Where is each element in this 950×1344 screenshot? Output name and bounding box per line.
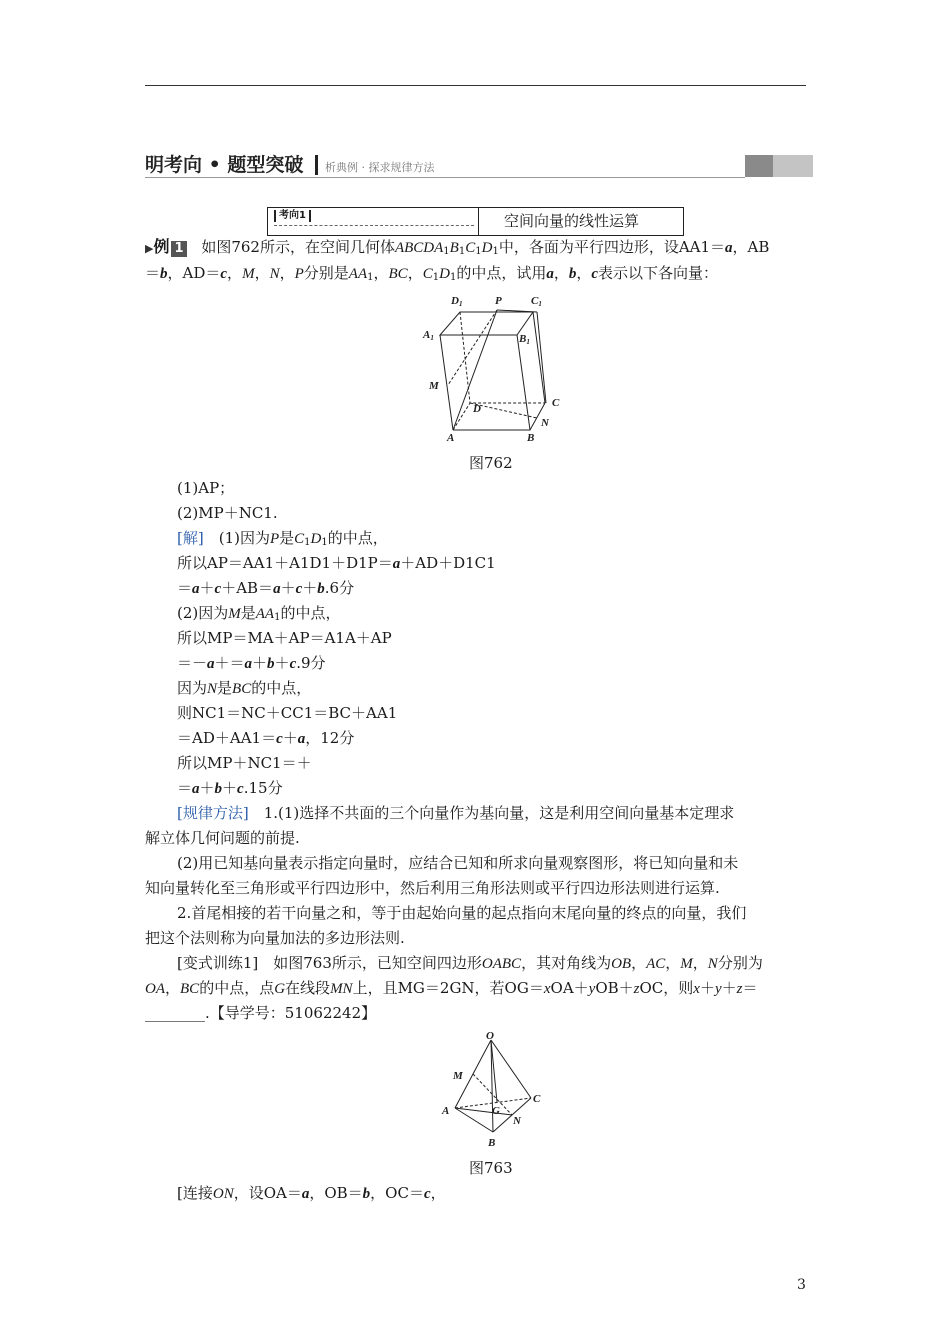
label-B: B [527,432,535,444]
exercise-block [145,952,815,1032]
section-subtitle: 析典例 · 探求规律方法 [325,161,435,174]
topic-tag: 考向1 [274,210,311,222]
example-line-2: ＝b，AD＝c，M，N，P分别是$AA_1$，BC，$C_1D_1$的中点，试用a，b，c表示以下各向量： [145,264,719,283]
question-1: (1)AP； [177,479,235,497]
method-line-1: [规律方法] 1.(1)选择不共面的三个向量作为基向量，这是利用空间向量基本定理求 [177,804,735,822]
header-underline [145,177,745,178]
topic-title: 空间向量的线性运算 [504,212,640,230]
label-M-763: M [453,1070,463,1082]
header-bar-dark [745,155,773,177]
method-line-2: 解立体几何问题的前提. [145,829,300,847]
example-line-1: ▶例 1 如图762所示，在空间几何体$ABCDA_1B_1C_1D_1$中，各面为平行四边形，设AA1＝a，AB [145,236,769,263]
label-B1: B1 [519,333,530,346]
label-P: P [495,295,502,307]
section-header [145,153,813,179]
example-arrow-icon: ▶ [145,242,154,255]
label-B-763: B [488,1137,496,1149]
solution-line-3: ＝a＋c＋AB＝a＋c＋b.6分 [177,579,355,597]
topic-separator [478,208,479,235]
solution-line-9: ＝AD＋AA1＝c＋a，12分 [177,729,355,747]
top-rule [145,85,806,86]
solution-line-4: (2)因为M是$AA_1$的中点， [177,604,341,623]
label-C: C [552,397,560,409]
method-tag: [规律方法] [177,804,249,822]
label-A1: A1 [423,329,434,342]
section-title: 明考向 • 题型突破 [145,154,304,176]
label-C-763: C [533,1093,541,1105]
exercise-line-1: [变式训练1] 如图763所示，已知空间四边形OABC，其对角线为OB，AC，M，N分别为 [177,954,763,972]
label-D1: D1 [451,295,463,308]
solution-line-7: 因为N是BC的中点， [177,679,312,697]
solution-line-11: ＝a＋b＋c.15分 [177,779,283,797]
example-block [145,236,815,286]
topic-dash [274,225,474,226]
method-line-4: 知向量转化至三角形或平行四边形中，然后利用三角形法则或平行四边形法则进行运算. [145,879,720,897]
label-N: N [541,417,549,429]
label-A-763: A [442,1105,450,1117]
exercise-line-2: OA，BC的中点，点G在线段MN上，且MG＝2GN，若OG＝xOA＋yOB＋zOC，则x＋y＋z＝ [145,979,758,997]
solution-line-8: 则NC1＝NC＋CC1＝BC＋AA1 [177,704,398,722]
method-line-6: 把这个法则称为向量加法的多边形法则. [145,929,405,947]
label-A: A [447,432,455,444]
question-2: (2)MP＋NC1. [177,504,278,522]
label-M: M [429,380,439,392]
solution-tag: [解] [177,529,204,547]
topic-box [267,207,684,236]
solution-line-1: [解] (1)因为P是$C_1D_1$的中点， [177,529,388,548]
label-G-763: G [492,1105,500,1117]
method-block [145,802,815,952]
figure-762 [415,290,575,450]
label-O: O [486,1030,494,1042]
example-badge: ▶例 1 [145,236,187,260]
solution-line-2: 所以AP＝AA1＋A1D1＋D1P＝a＋AD＋D1C1 [177,554,496,572]
solution-block [177,477,797,797]
label-N-763: N [513,1115,521,1127]
label-C1: C1 [531,295,542,308]
solution-line-5: 所以MP＝MA＋AP＝A1A＋AP [177,629,392,647]
figure-763 [435,1030,555,1155]
header-bar-light [773,155,813,177]
section-divider [315,155,318,175]
label-D: D [473,403,481,415]
final-line: [连接ON，设OA＝a，OB＝b，OC＝c， [177,1184,446,1202]
method-line-5: 2.首尾相接的若干向量之和，等于由起始向量的起点指向末尾向量的终点的向量，我们 [177,904,747,922]
figure-762-caption: 图762 [469,454,513,472]
method-line-3: (2)用已知基向量表示指定向量时，应结合已知和所求向量观察图形，将已知向量和未 [177,854,739,872]
exercise-line-3: ________.【导学号：51062242】 [145,1004,377,1022]
page-number: 3 [797,1277,806,1293]
solution-line-10: 所以MP＋NC1＝＋ [177,754,312,772]
figure-763-caption: 图763 [469,1159,513,1177]
solution-line-6: ＝－a＋＝a＋b＋c.9分 [177,654,326,672]
answer-blank: ________ [145,1004,205,1022]
